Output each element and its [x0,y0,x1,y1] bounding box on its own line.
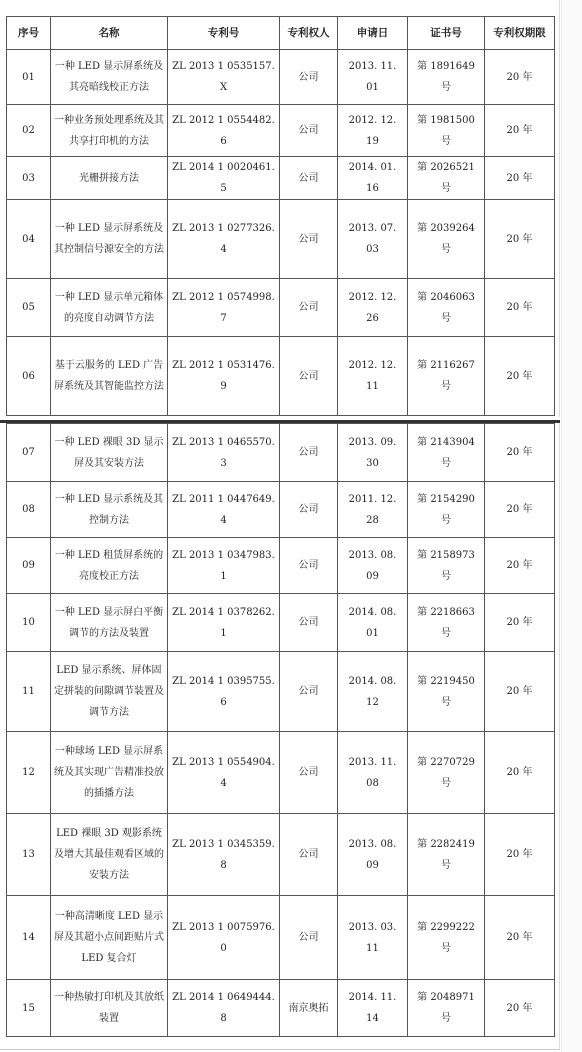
header-row [7,17,555,50]
patent-owner: 公司 [280,424,338,482]
certificate-number: 第 2048971 号 [408,980,485,1037]
application-date: 2014. 11. 14 [338,980,408,1037]
patent-number: ZL 2014 1 0378262. 1 [168,594,280,652]
header-cert: 证书号 [408,17,485,50]
patent-number: ZL 2014 1 0395755. 6 [168,652,280,732]
patent-term: 20 年 [485,482,555,538]
row-number: 15 [7,980,51,1037]
patent-term: 20 年 [485,157,555,200]
patent-term: 20 年 [485,337,555,416]
patent-owner: 公司 [280,50,338,105]
certificate-number: 第 2158973 号 [408,538,485,594]
patent-name: 一种 LED 显示单元箱体的亮度自动调节方法 [51,279,168,337]
patent-name: 一种球场 LED 显示屏系统及其实现广告精准投放的插播方法 [51,732,168,814]
table-row [7,482,555,538]
row-number: 04 [7,200,51,279]
patent-owner: 公司 [280,538,338,594]
patent-term: 20 年 [485,980,555,1037]
application-date: 2014. 08. 12 [338,652,408,732]
patent-name: 基于云服务的 LED 广告屏系统及其智能监控方法 [51,337,168,416]
certificate-number: 第 2218663 号 [408,594,485,652]
patent-term: 20 年 [485,279,555,337]
table-row [7,594,555,652]
patent-owner: 公司 [280,652,338,732]
certificate-number: 第 1891649 号 [408,50,485,105]
header-no: 序号 [7,17,51,50]
table-row [7,896,555,980]
patent-owner: 公司 [280,279,338,337]
certificate-number: 第 2219450 号 [408,652,485,732]
patent-term: 20 年 [485,814,555,896]
row-number: 11 [7,652,51,732]
patent-number: ZL 2013 1 0347983. 1 [168,538,280,594]
certificate-number: 第 2299222 号 [408,896,485,980]
application-date: 2013. 03. 11 [338,896,408,980]
table-row [7,105,555,157]
patent-name: 一种热敏打印机及其放纸装置 [51,980,168,1037]
patent-owner: 南京奥拓 [280,980,338,1037]
patent-owner: 公司 [280,337,338,416]
table-row [7,424,555,482]
patent-number: ZL 2011 1 0447649. 4 [168,482,280,538]
patent-name: LED 裸眼 3D 观影系统及增大其最佳观看区域的安装方法 [51,814,168,896]
patent-number: ZL 2012 1 0574998. 7 [168,279,280,337]
application-date: 2012. 12. 11 [338,337,408,416]
application-date: 2013. 08. 09 [338,538,408,594]
certificate-number: 第 2282419 号 [408,814,485,896]
application-date: 2013. 08. 09 [338,814,408,896]
patent-owner: 公司 [280,482,338,538]
row-number: 10 [7,594,51,652]
row-number: 09 [7,538,51,594]
patent-term: 20 年 [485,896,555,980]
patent-owner: 公司 [280,594,338,652]
patent-number: ZL 2013 1 0345359. 8 [168,814,280,896]
patent-number: ZL 2014 1 0649444. 8 [168,980,280,1037]
patent-term: 20 年 [485,652,555,732]
header-date: 申请日 [338,17,408,50]
certificate-number: 第 2116267 号 [408,337,485,416]
row-number: 05 [7,279,51,337]
table-row [7,157,555,200]
patent-name: 一种 LED 显示屏系统及其控制信号源安全的方法 [51,200,168,279]
table-row [7,279,555,337]
patent-owner: 公司 [280,105,338,157]
patent-name: 一种高清晰度 LED 显示屏及其超小点间距贴片式 LED 复合灯 [51,896,168,980]
certificate-number: 第 2143904 号 [408,424,485,482]
application-date: 2013. 07. 03 [338,200,408,279]
patent-table-part-2 [6,423,555,1037]
header-patent: 专利号 [168,17,280,50]
table-row [7,337,555,416]
application-date: 2014. 01. 16 [338,157,408,200]
patent-number: ZL 2012 1 0554482. 6 [168,105,280,157]
application-date: 2013. 11. 01 [338,50,408,105]
patent-owner: 公司 [280,814,338,896]
patent-number: ZL 2012 1 0531476. 9 [168,337,280,416]
application-date: 2012. 12. 19 [338,105,408,157]
patent-number: ZL 2013 1 0277326. 4 [168,200,280,279]
table-row [7,652,555,732]
certificate-number: 第 2026521 号 [408,157,485,200]
patent-term: 20 年 [485,424,555,482]
patent-term: 20 年 [485,105,555,157]
patent-owner: 公司 [280,157,338,200]
certificate-number: 第 2046063 号 [408,279,485,337]
patent-name: 一种 LED 显示屏白平衡调节的方法及装置 [51,594,168,652]
certificate-number: 第 1981500 号 [408,105,485,157]
patent-name: 光栅拼接方法 [51,157,168,200]
table-row [7,50,555,105]
patent-table-part-1 [6,16,555,416]
row-number: 08 [7,482,51,538]
application-date: 2013. 11. 08 [338,732,408,814]
patent-number: ZL 2013 1 0075976. 0 [168,896,280,980]
patent-term: 20 年 [485,732,555,814]
patent-term: 20 年 [485,200,555,279]
header-owner: 专利权人 [280,17,338,50]
application-date: 2013. 09. 30 [338,424,408,482]
row-number: 07 [7,424,51,482]
patent-number: ZL 2013 1 0554904. 4 [168,732,280,814]
patent-number: ZL 2013 1 0465570. 3 [168,424,280,482]
patent-name: 一种业务预处理系统及其共享打印机的方法 [51,105,168,157]
table-row [7,538,555,594]
row-number: 06 [7,337,51,416]
certificate-number: 第 2270729 号 [408,732,485,814]
patent-name: 一种 LED 租赁屏系统的亮度校正方法 [51,538,168,594]
patent-number: ZL 2014 1 0020461. 5 [168,157,280,200]
table-row [7,980,555,1037]
row-number: 03 [7,157,51,200]
row-number: 13 [7,814,51,896]
row-number: 02 [7,105,51,157]
patent-owner: 公司 [280,896,338,980]
row-number: 14 [7,896,51,980]
patent-owner: 公司 [280,200,338,279]
row-number: 12 [7,732,51,814]
certificate-number: 第 2154290 号 [408,482,485,538]
patent-term: 20 年 [485,594,555,652]
patent-name: LED 显示系统、屏体固定拼装的间隙调节装置及调节方法 [51,652,168,732]
patent-name: 一种 LED 显示系统及其控制方法 [51,482,168,538]
application-date: 2014. 08. 01 [338,594,408,652]
table-row [7,814,555,896]
patent-number: ZL 2013 1 0535157. X [168,50,280,105]
patent-owner: 公司 [280,732,338,814]
patent-term: 20 年 [485,538,555,594]
application-date: 2012. 12. 26 [338,279,408,337]
certificate-number: 第 2039264 号 [408,200,485,279]
header-term: 专利权期限 [485,17,555,50]
patent-term: 20 年 [485,50,555,105]
application-date: 2011. 12. 28 [338,482,408,538]
table-row [7,200,555,279]
scrollbar-track[interactable] [561,0,582,1052]
patent-name: 一种 LED 显示屏系统及其亮暗线校正方法 [51,50,168,105]
table-row [7,732,555,814]
row-number: 01 [7,50,51,105]
patent-name: 一种 LED 裸眼 3D 显示屏及其安装方法 [51,424,168,482]
header-name: 名称 [51,17,168,50]
